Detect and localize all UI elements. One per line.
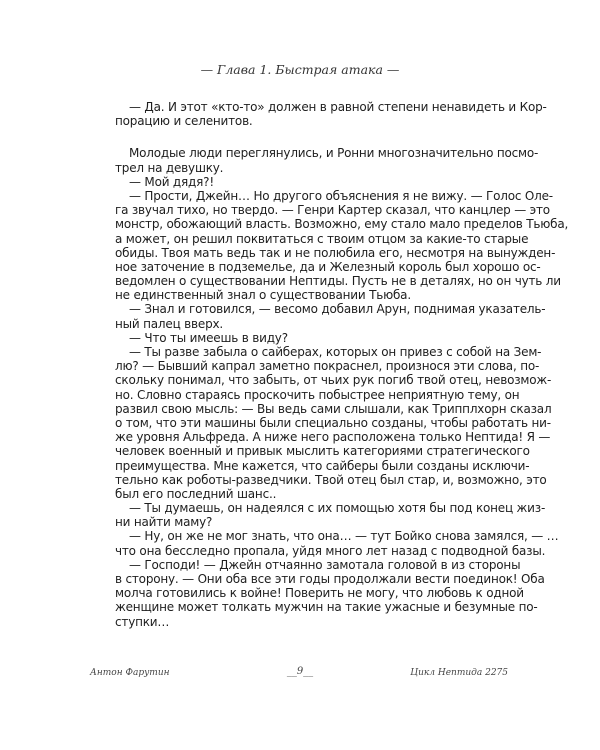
text-line: развил свою мысль: — Вы ведь сами слышали, как Трипплхорн сказал [115,401,552,416]
text-line: в сторону. — Они оба все эти годы продолжали вести поединок! Оба [115,572,545,586]
footer-author: Антон Фарутин [90,668,170,678]
text-line: ное заточение в подземелье, да и Железный король был хорошо ос- [115,259,541,274]
text-line: монстр, обожающий власть. Возможно, ему стало мало пределов Тьюба, [115,217,569,232]
text-line: порацию и селенитов. [115,114,253,129]
text-line: тельно как роботы-разведчики. Твой отец был стар, и, возможно, это [115,472,547,487]
text-line: — Ты думаешь, он надеялся с их помощью хотя бы под конец жиз- [129,501,546,516]
text-line: не единственный знал о существовании Тьюба. [115,288,411,303]
paragraph-gap [115,128,508,146]
text-line: обиды. Твоя мать ведь так и не полюбила его, несмотря на вынужден- [115,245,556,260]
page-body [115,100,569,629]
text-line: — Ты разве забыла о сайберах, которых он привез с собой на Зем- [129,345,542,359]
text-line: — Господи! — Джейн отчаянно замотала головой в из стороны [129,557,521,572]
text-line: ведомлен о существовании Нептиды. Пусть не в деталях, но он чуть ли [115,274,561,289]
text-line: преимущества. Мне кажется, что сайберы были созданы исключи- [115,458,530,473]
text-line: молча готовились к войне! Поверить не могу, что любовь к одной [115,586,524,601]
text-line: — Что ты имеешь в виду? [129,330,288,345]
text-line: га звучал тихо, но твердо. — Генри Картер сказал, что канцлер — это [115,203,550,218]
text-line: — Прости, Джейн… Но другого объяснения я не вижу. — Голос Оле- [129,188,553,203]
text-line: что она бесследно пропала, уйдя много лет назад с подводной базы. [115,543,546,558]
page-number: __9__ [286,666,314,677]
text-line: о том, что эти машины были специально созданы, чтобы работать ни- [115,415,551,430]
page-footer [0,668,600,684]
text-line: же уровня Альфреда. А ниже него расположена только Нептида! Я — [115,430,551,445]
text-line: — Ну, он же не мог знать, что она… — тут Бойко снова замялся, — … [129,529,559,544]
text-line: был его последний шанс.. [115,486,277,501]
text-line: Молодые люди переглянулись, и Ронни многозначительно посмо- [129,146,539,161]
text-line: — Да. И этот «кто-то» должен в равной степени ненавидеть и Кор- [129,100,547,114]
text-line: человек военный и привык мыслить категориями стратегического [115,444,530,459]
text-line: ни найти маму? [115,515,213,530]
text-line: — Знал и готовился, — весомо добавил Арун, поднимая указатель- [129,302,546,317]
text-line: — Мой дядя?! [129,174,214,189]
chapter-title: — Глава 1. Быстрая атака — [200,62,400,77]
text-line: ный палец вверх. [115,316,224,331]
text-line: лю? — Бывший капрал заметно покраснел, произнося эти слова, по- [115,359,540,374]
footer-book-title: Цикл Нептида 2275 [410,668,508,678]
text-line: ступки… [115,614,170,629]
text-line: трел на девушку. [115,160,224,175]
text-line: скольку понимал, что забыть, от чьих рук погиб твой отец, невозмож- [115,373,552,388]
text-line: а может, он решил поквитаться с твоим отцом за какие-то старые [115,231,529,246]
text-line: но. Словно стараясь проскочить побыстрее неприятную тему, он [115,387,520,402]
text-line: женщине может толкать мужчин на такие ужасные и безумные по- [115,600,538,615]
